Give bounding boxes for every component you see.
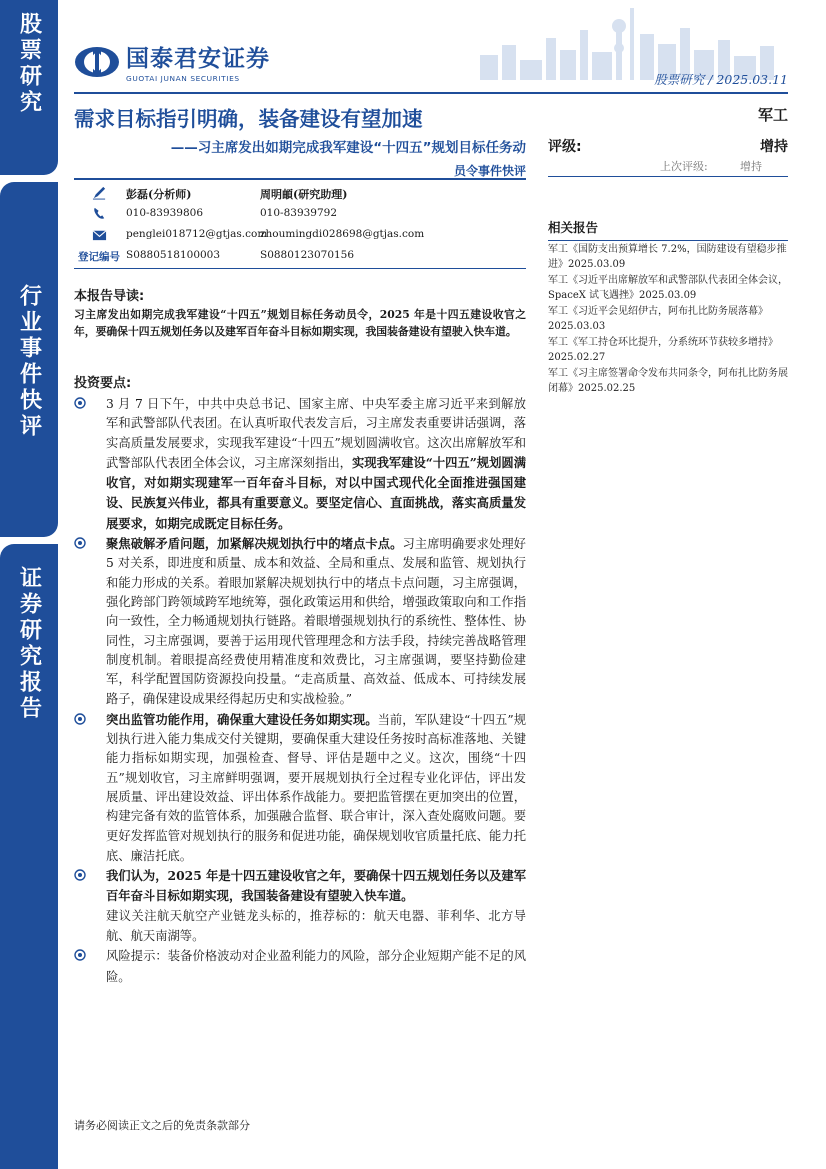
guide-title: 本报告导读: — [74, 289, 145, 304]
analyst-name: 彭磊(分析师) — [126, 188, 192, 201]
industry-label: 军工 — [757, 106, 788, 124]
related-reports — [548, 218, 788, 396]
point-body: 当前，军队建设“十四五”规划执行进入能力集成交付关键期，要确保重大建设任务按时高标准落地、关键能力指标如期实现，加强检查、督导、评估是题中之义。这次，围绕“十四五”规划收官，习主席鲜明强调，要开展规划执行全过程专业化评估，评出发展质量、评出建设效益、评出体系作战能力。要把监管摆在更加突出的位置，构建完备有效的监管体系，加强融合监督、联合审计，深入查处腐败问题。要更好发挥监管对规划执行的服务和促进功能，确保规划收官质量托底、能力托底、廉洁托底。 — [106, 712, 526, 863]
investment-point — [74, 710, 526, 866]
related-report-date: 2025.03.09 — [639, 290, 697, 301]
skyline-watermark — [470, 0, 790, 80]
related-report-date: 2025.02.25 — [578, 383, 636, 394]
related-report-date: 2025.02.27 — [548, 352, 606, 363]
related-report-text: 军工《习近平会见绍伊古，阿布扎比防务展落幕》 — [548, 306, 768, 317]
bullet-icon — [74, 713, 86, 725]
header-divider — [74, 92, 788, 94]
pen-icon — [92, 185, 107, 200]
sidebar — [0, 0, 58, 1169]
analyst-registration: S0880123070156 — [260, 249, 355, 261]
analyst-divider — [74, 178, 526, 180]
analyst-phone-row — [74, 204, 526, 225]
rating-row — [548, 136, 788, 156]
point-lead: 我们认为，2025 年是十四五建设收官之年，要确保十四五规划任务以及建军百年奋斗目标如期实现，我国装备建设有望驶入快车道。 — [106, 868, 526, 904]
investment-point — [74, 394, 526, 534]
analyst-phone: 010-83939806 — [126, 207, 204, 219]
point-lead: 突出监管功能作用，确保重大建设任务如期实现。 — [106, 711, 378, 727]
related-report-item[interactable] — [548, 242, 788, 272]
related-report-date: 2025.03.03 — [548, 321, 606, 332]
analyst-email-row — [74, 225, 526, 246]
sidebar-label: 证券研究报告 — [16, 566, 42, 722]
analyst-reg-row — [74, 246, 526, 267]
phone-icon — [92, 206, 107, 221]
rating-value: 增持 — [760, 139, 788, 155]
bullet-icon — [74, 869, 86, 881]
analyst-email[interactable]: zhoumingdi028698@gtjas.com — [260, 228, 425, 240]
investment-point — [74, 946, 526, 987]
previous-rating-label: 上次评级: — [660, 160, 708, 173]
sidebar-block-securities-report — [0, 544, 58, 1169]
analyst-phone: 010-83939792 — [260, 207, 338, 219]
bullet-icon — [74, 397, 86, 409]
point-tail: 实现我军建设“十四五”规划圆满收官，对如期实现建军一百年奋斗目标，对以中国式现代化全面推进强国建设、民族复兴伟业，都具有重要意义。要坚定信心、直面挑战，落实高质量发展要求，如期完成既定目标任务。 — [106, 454, 526, 531]
bullet-icon — [74, 537, 86, 549]
analyst-email[interactable]: penglei018712@gtjas.com — [126, 228, 268, 240]
disclaimer-note: 请务必阅读正文之后的免责条款部分 — [74, 1119, 250, 1132]
point-body: 建议关注航天航空产业链龙头标的，推荐标的：航天电器、菲利华、北方导航、航天南湖等。 — [106, 908, 526, 944]
sidebar-label: 行业事件快评 — [16, 284, 42, 440]
brand-name-en: GUOTAI JUNAN SECURITIES — [126, 74, 240, 83]
brand-name-cn: 国泰君安证券 — [126, 46, 270, 72]
report-type: 员令事件快评 — [453, 164, 526, 178]
related-report-text: 军工《习主席签署命令发布共同条令，阿布扎比防务展闭幕》 — [548, 368, 788, 394]
related-report-item[interactable] — [548, 304, 788, 334]
mail-icon — [92, 227, 107, 242]
related-report-date: 2025.03.09 — [568, 259, 626, 270]
investment-point — [74, 534, 526, 710]
point-body: 习主席明确要求处理好 5 对关系，即进度和质量、成本和效益、全局和重点、发展和监管、规划执行和能力形成的关系。着眼加紧解决规划执行中的堵点卡点问题，习主席强调，强化跨部门跨领域跨军地统筹，强化政策运用和供给，增强政策取向和工作指向一致性，全力畅通规划执行链路。着眼增强规划执行的系统性、整体性、协同性，习主席强调，要善于运用现代管理理念和方法手段，持续完善战略管理制度机制。着眼提高经费使用精准度和效费比，习主席强调，要坚持勤俭建军，科学配置国防资源投向投量。“走高质量、高效益、低成本、可持续发展路子，确保建设成果经得起历史和实战检验。” — [106, 537, 526, 707]
point-body: 3 月 7 日下午，中共中央总书记、国家主席、中央军委主席习近平来到解放军和武警部队代表团。在认真听取代表发言后，习主席发表重要讲话强调，落实高质量发展要求，实现我军建设“十四五”规划圆满收官。这次出席解放军和武警部队代表团全体会议，习主席深刻指出， — [106, 397, 526, 470]
registration-label: 登记编号 — [78, 251, 120, 263]
analyst-name: 周明頔(研究助理) — [260, 188, 348, 201]
related-report-text: 军工《习近平出席解放军和武警部队代表团全体会议，SpaceX 试飞遇挫》 — [548, 275, 788, 301]
analyst-registration: S0880518100003 — [126, 249, 221, 261]
analyst-table — [74, 183, 526, 267]
previous-rating-value: 增持 — [740, 160, 762, 173]
related-report-item[interactable] — [548, 273, 788, 303]
investment-title: 投资要点: — [74, 376, 132, 391]
sidebar-label: 股票研究 — [16, 12, 42, 116]
guide-body: 习主席发出如期完成我军建设“十四五”规划目标任务动员令，2025 年是十四五建设收官之年，要确保十四五规划任务以及建军百年奋斗目标如期实现，我国装备建设有望驶入快车道。 — [74, 308, 526, 338]
point-body: 风险提示：装备价格波动对企业盈利能力的风险，部分企业短期产能不足的风险。 — [106, 949, 526, 984]
point-lead: 聚焦破解矛盾问题，加紧解决规划执行中的堵点卡点。 — [106, 536, 403, 552]
report-title: 需求目标指引明确，装备建设有望加速 — [74, 107, 423, 131]
rating-label: 评级: — [548, 139, 582, 155]
sidebar-block-industry-event — [0, 182, 58, 537]
sidebar-block-stock-research — [0, 0, 58, 175]
related-report-text: 军工《国防支出预算增长 7.2%，国防建设有望稳步推进》 — [548, 244, 787, 270]
related-report-text: 军工《军工持仓环比提升，分系统环节获较多增持》 — [548, 337, 778, 348]
analyst-bottom-divider — [74, 268, 526, 269]
gtja-logo-icon — [74, 46, 120, 78]
brand-logo — [74, 40, 270, 83]
investment-points — [74, 394, 526, 987]
report-subtitle: ——习主席发出如期完成我军建设“十四五”规划目标任务动 — [170, 140, 526, 156]
header-category-date: 股票研究 / 2025.03.11 — [654, 72, 788, 87]
related-reports-title: 相关报告 — [548, 218, 788, 241]
related-report-item[interactable] — [548, 366, 788, 396]
previous-rating-row — [548, 158, 788, 177]
analyst-name-row — [74, 183, 526, 204]
related-report-item[interactable] — [548, 335, 788, 365]
bullet-icon — [74, 949, 86, 961]
investment-point — [74, 866, 526, 946]
